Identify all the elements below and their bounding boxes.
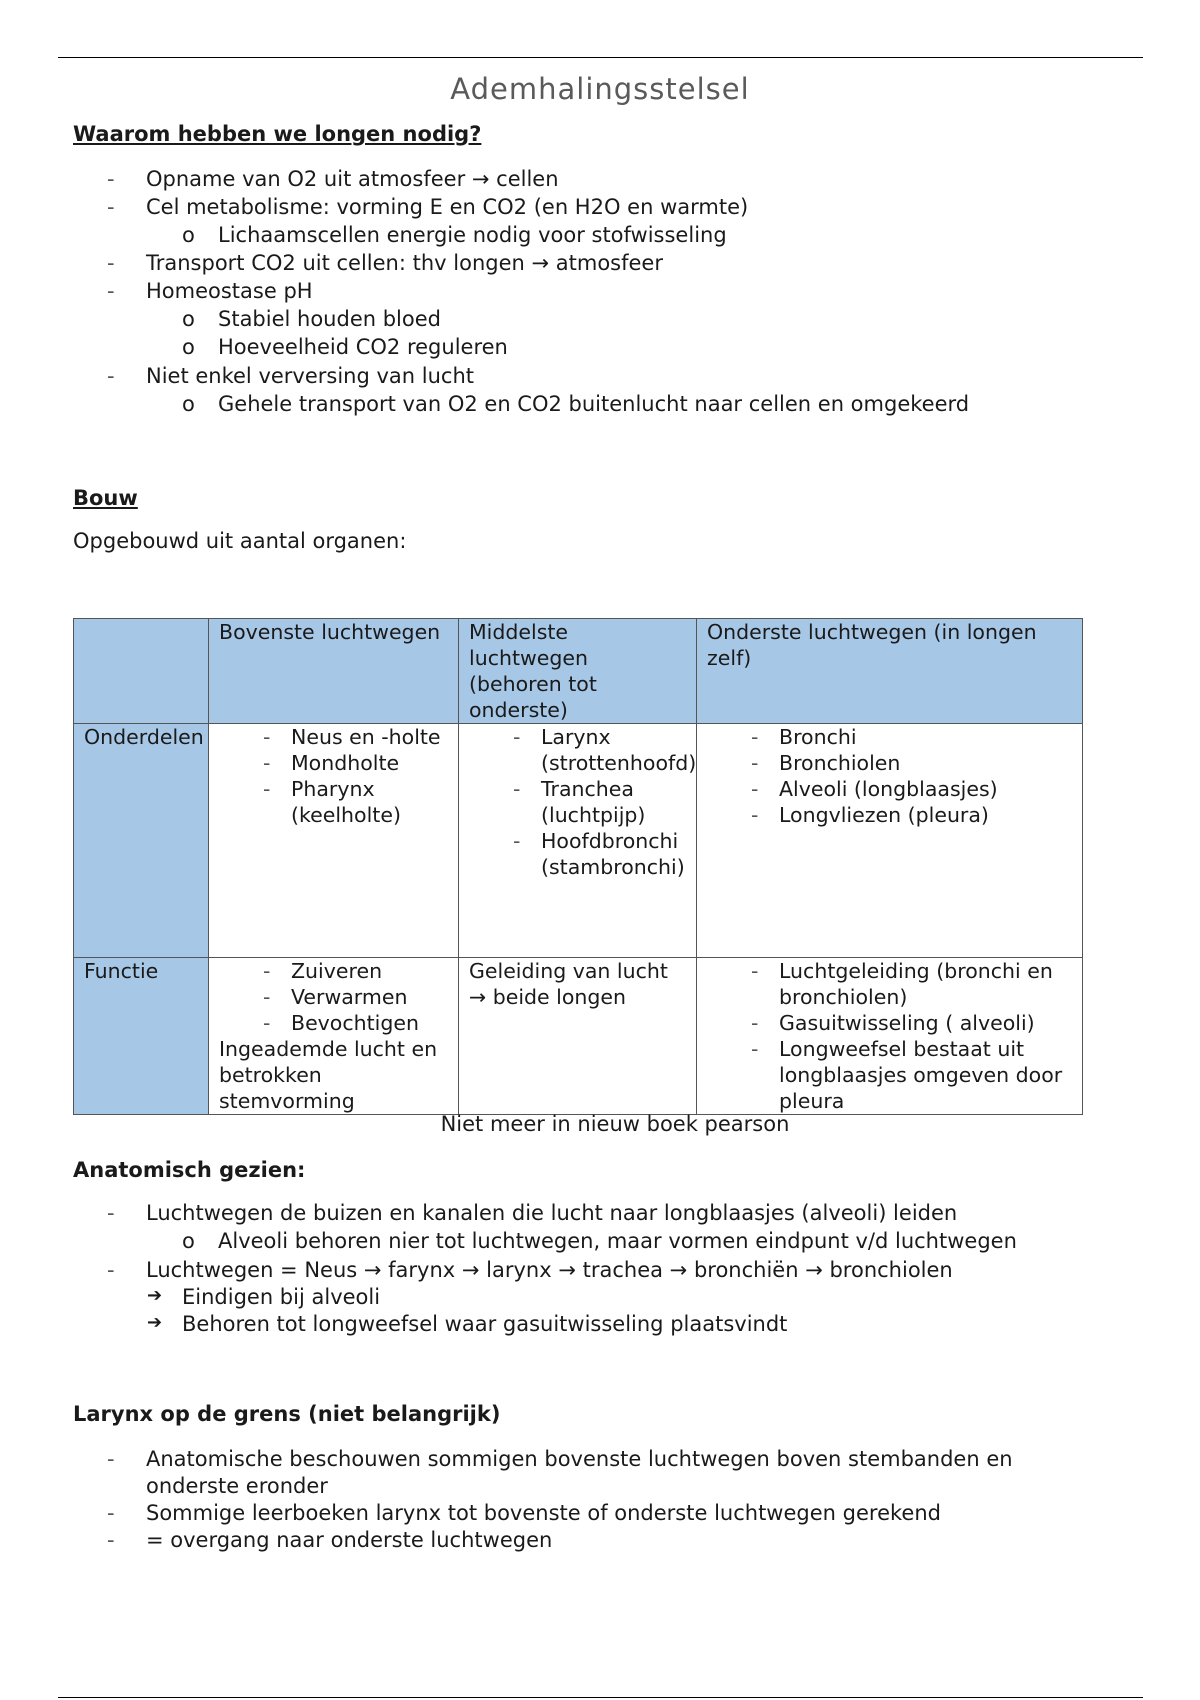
arrow-icon: ➔ [147, 1285, 163, 1306]
list-item: - Tranchea (luchtpijp) [469, 776, 686, 828]
list-item: - Bronchi [707, 724, 1072, 750]
col-header-bovenste: Bovenste luchtwegen [209, 619, 459, 724]
list-item: - Alveoli (longblaasjes) [707, 776, 1072, 802]
bottom-rule [58, 1697, 1143, 1698]
list-item: - Luchtgeleiding (bronchi en bronchiolen) [707, 958, 1072, 1010]
table-caption: Niet meer in nieuw boek pearson [440, 1112, 790, 1136]
row-header-functie: Functie [74, 958, 209, 1115]
list-item: - Gasuitwisseling ( alveoli) [707, 1010, 1072, 1036]
list-item: - Pharynx (keelholte) [219, 776, 448, 828]
document-title: Ademhalingsstelsel [450, 72, 750, 106]
cell-functie-middelste: Geleiding van lucht → beide longen [459, 958, 697, 1115]
list-item: - Bronchiolen [707, 750, 1072, 776]
list-item: - Longweefsel bestaat uit longblaasjes omgeven door pleura [707, 1036, 1072, 1114]
table-row-functie [74, 958, 1083, 1115]
list-item: - Neus en -holte [219, 724, 448, 750]
functie-note: Ingeademde lucht en betrokken stemvorming [219, 1037, 438, 1113]
bouw-intro: Opgebouwd uit aantal organen: [73, 529, 407, 553]
list-item: - Mondholte [219, 750, 448, 776]
section-heading-why-lungs: Waarom hebben we longen nodig? [73, 122, 482, 146]
table-header-row [74, 619, 1083, 724]
cell-onderdelen-bovenste [209, 724, 459, 958]
table-row-onderdelen [74, 724, 1083, 958]
cell-functie-onderste [697, 958, 1083, 1115]
section-heading-larynx: Larynx op de grens (niet belangrijk) [73, 1402, 501, 1426]
organs-table [73, 618, 1083, 1115]
cell-onderdelen-onderste [697, 724, 1083, 958]
list-item: - Verwarmen [219, 984, 448, 1010]
row-header-onderdelen: Onderdelen [74, 724, 209, 958]
cell-onderdelen-middelste [459, 724, 697, 958]
list-item: - Larynx (strottenhoofd) [469, 724, 686, 776]
list-item: - Hoofdbronchi (stambronchi) [469, 828, 686, 880]
top-rule [58, 57, 1143, 58]
col-header-onderste: Onderste luchtwegen (in longen zelf) [697, 619, 1083, 724]
col-header-middelste: Middelste luchtwegen (behoren tot onderste) [459, 619, 697, 724]
list-item: - Bevochtigen [219, 1010, 448, 1036]
list-item: - Longvliezen (pleura) [707, 802, 1072, 828]
list-item: - Zuiveren [219, 958, 448, 984]
cell-functie-bovenste [209, 958, 459, 1115]
section-heading-bouw: Bouw [73, 486, 138, 510]
arrow-icon: ➔ [147, 1312, 163, 1333]
table-corner-cell [74, 619, 209, 724]
section-heading-anatomisch: Anatomisch gezien: [73, 1158, 306, 1182]
